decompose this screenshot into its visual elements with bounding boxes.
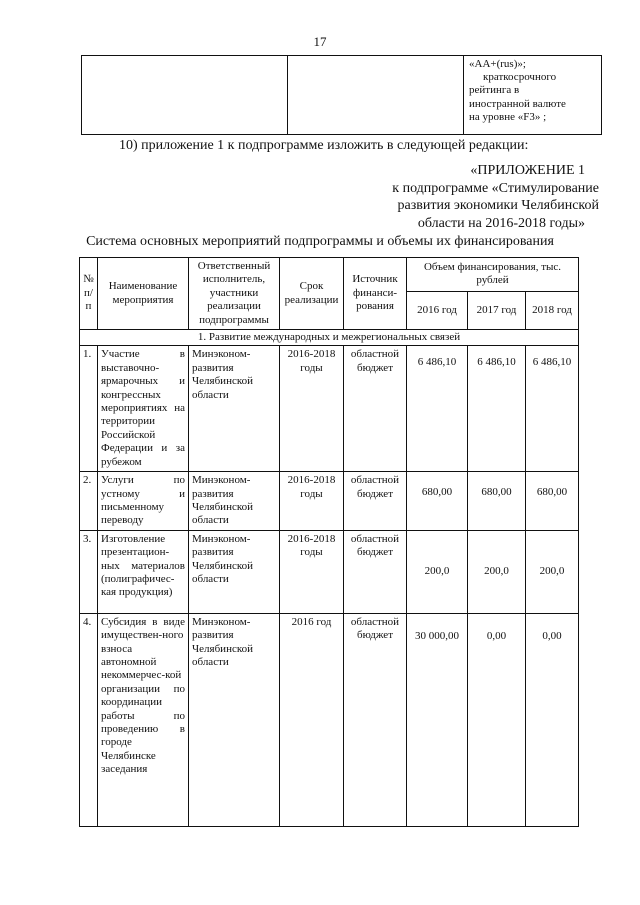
- table-row: [80, 472, 579, 531]
- col-header-num: № п/п: [80, 258, 98, 330]
- table-row: [80, 613, 579, 826]
- row-2016: 200,0: [407, 530, 468, 613]
- row-source: областной бюджет: [344, 346, 407, 472]
- col-header-source: Источник финанси-рования: [344, 258, 407, 330]
- row-name: Субсидия в виде имуществен-ного взноса автономной некоммерчес-кой организации по координации работы по проведению в городе Челябинске заседания: [98, 613, 189, 826]
- row-2017: 0,00: [468, 613, 526, 826]
- row-source: областной бюджет: [344, 530, 407, 613]
- section-row: 1. Развитие международных и межрегиональных связей: [80, 330, 579, 346]
- amendment-intro: 10) приложение 1 к подпрограмме изложить в следующей редакции:: [119, 138, 529, 153]
- continued-table-fragment: [81, 55, 602, 135]
- row-num: 4.: [80, 613, 98, 826]
- row-num: 2.: [80, 472, 98, 531]
- empty-cell: [288, 56, 464, 135]
- col-header-2016: 2016 год: [407, 291, 468, 329]
- appendix-line: развития экономики Челябинской: [397, 198, 599, 213]
- table-title: Система основных мероприятий подпрограммы и объемы их финансирования: [86, 234, 554, 249]
- page-number: 17: [313, 34, 327, 49]
- row-2018: 680,00: [526, 472, 579, 531]
- col-header-executor: Ответственный исполнитель, участники реализации подпрограммы: [189, 258, 280, 330]
- col-header-2017: 2017 год: [468, 291, 526, 329]
- row-num: 3.: [80, 530, 98, 613]
- row-num: 1.: [80, 346, 98, 472]
- row-period: 2016-2018 годы: [280, 472, 344, 531]
- row-2018: 0,00: [526, 613, 579, 826]
- table-row: [80, 346, 579, 472]
- row-executor: Минэконом-развития Челябинской области: [189, 472, 280, 531]
- row-executor: Минэконом-развития Челябинской области: [189, 530, 280, 613]
- row-name: Изготовление презентацион-ных материалов (полиграфичес-кая продукция): [98, 530, 189, 613]
- appendix-title: «ПРИЛОЖЕНИЕ 1: [470, 163, 585, 178]
- row-2017: 200,0: [468, 530, 526, 613]
- rating-line: на уровне «F3» ;: [469, 110, 547, 123]
- row-2017: 6 486,10: [468, 346, 526, 472]
- empty-cell: [82, 56, 288, 135]
- rating-line: «AA+(rus)»;: [469, 58, 526, 70]
- row-source: областной бюджет: [344, 613, 407, 826]
- row-2016: 6 486,10: [407, 346, 468, 472]
- appendix-line: к подпрограмме «Стимулирование: [392, 180, 599, 196]
- row-period: 2016-2018 годы: [280, 346, 344, 472]
- row-2018: 6 486,10: [526, 346, 579, 472]
- row-executor: Минэконом-развития Челябинской области: [189, 613, 280, 826]
- rating-line: краткосрочного: [483, 71, 557, 84]
- col-header-2018: 2018 год: [526, 291, 579, 329]
- appendix-line: области на 2016-2018 годы»: [417, 215, 585, 231]
- row-source: областной бюджет: [344, 472, 407, 531]
- row-period: 2016-2018 годы: [280, 530, 344, 613]
- row-2017: 680,00: [468, 472, 526, 531]
- rating-line: рейтинга в: [469, 84, 520, 97]
- row-name: Участие в выставочно-ярмарочных и конгрессных мероприятиях на территории Российской Федерации и за рубежом: [98, 346, 189, 472]
- row-2016: 30 000,00: [407, 613, 468, 826]
- row-period: 2016 год: [280, 613, 344, 826]
- table-row: [80, 530, 579, 613]
- row-executor: Минэконом-развития Челябинской области: [189, 346, 280, 472]
- rating-text-cell: [464, 56, 602, 135]
- rating-line: иностранной валюте: [469, 97, 566, 110]
- col-header-volume: Объем финансирования, тыс. рублей: [407, 258, 579, 292]
- col-header-name: Наименование мероприятия: [98, 258, 189, 330]
- row-name: Услуги по устному и письменному переводу: [98, 472, 189, 531]
- measures-table: [79, 257, 579, 827]
- row-2016: 680,00: [407, 472, 468, 531]
- row-2018: 200,0: [526, 530, 579, 613]
- col-header-period: Срок реализации: [280, 258, 344, 330]
- appendix-header: [392, 162, 599, 232]
